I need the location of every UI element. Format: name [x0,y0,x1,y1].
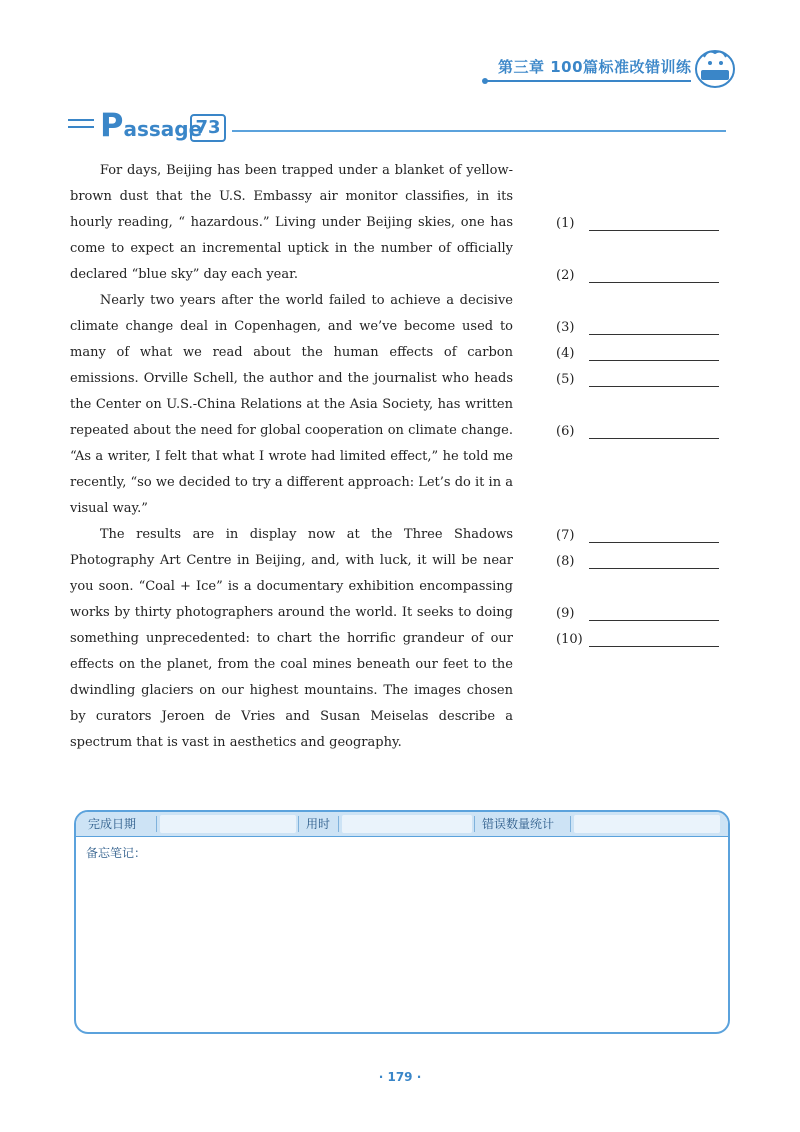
time-used-label: 用时 [306,817,331,831]
answer-blank[interactable]: (4) [556,344,726,364]
completion-date-label: 完成日期 [88,817,137,831]
header-rule [486,80,691,82]
notes-header [76,812,728,837]
answer-blank[interactable]: (3) [556,318,726,338]
passage-text [70,158,513,756]
passage-heading: Passage [100,106,203,144]
paragraph: The results are in display now at the Three Shadows Photography Art Centre in Beijing, and, with luck, it will be near you soon. “Coal + Ice” is a documentary exhibition encompassing works by thirty photographers around the world. It seeks to doing something unprecedented: to chart the horrific grandeur of our effects on the planet, from the coal mines beneath our feet to the dwindling glaciers on our highest mountains. The images chosen by curators Jeroen de Vries and Susan Meiselas describe a spectrum that is vast in aesthetics and geography. [70,527,513,750]
heading-rule [232,130,726,132]
answer-blank[interactable]: (2) [556,266,726,286]
chapter-title: 第三章 100篇标准改错训练 [498,58,692,76]
time-used-field[interactable] [342,815,472,833]
error-count-label: 错误数量统计 [482,817,555,831]
heading-decoration [68,119,94,133]
memo-label: 备忘笔记： [86,846,147,860]
paragraph: For days, Beijing has been trapped under a blanket of yellow-brown dust that the U.S. Embassy air monitor classifies, in its hourly reading, “ hazardous.” Living under Beijing skies, one has come to expect an incremental uptick in the number of officially declared “blue sky” day each year. [70,163,513,282]
error-count-field[interactable] [574,815,720,833]
answer-blank[interactable]: (8) [556,552,726,572]
answer-blank[interactable]: (9) [556,604,726,624]
answer-blank[interactable]: (7) [556,526,726,546]
answer-blank[interactable]: (5) [556,370,726,390]
answer-blank[interactable]: (6) [556,422,726,442]
completion-date-field[interactable] [160,815,296,833]
passage-number: 73 [190,114,226,142]
paragraph: Nearly two years after the world failed to achieve a decisive climate change deal in Copenhagen, and we’ve become used to many of what we read about the human effects of carbon emissions. Orville Schell, the author and the journalist who heads the Center on U.S.-China Relations at the Asia Society, has written repeated about the need for global cooperation on climate change. “As a writer, I felt that what I wrote had limited effect,” he told me recently, “so we decided to try a different approach: Let’s do it in a visual way.” [70,293,513,516]
notes-box [74,810,730,1034]
book-logo-icon [694,45,736,89]
page-number: · 179 · [378,1070,422,1084]
answer-blank[interactable]: (1) [556,214,726,234]
answer-blank[interactable]: (10) [556,630,726,650]
